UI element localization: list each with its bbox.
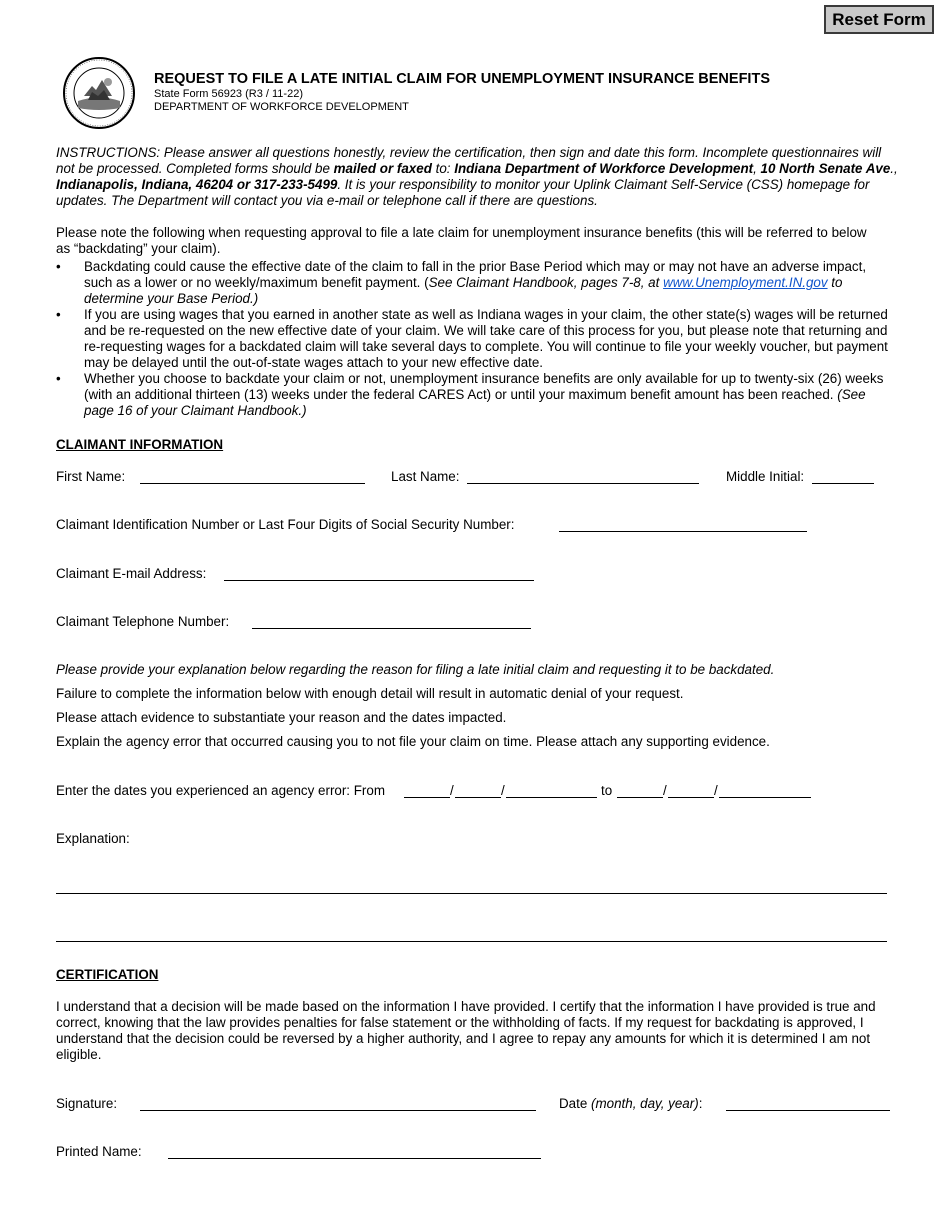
explanation-label: Explanation: <box>56 831 130 846</box>
claimant-information-heading: CLAIMANT INFORMATION <box>56 437 224 452</box>
to-month-field[interactable] <box>617 796 663 798</box>
note-intro: Please note the following when requesting approval to file a late claim for unemployment insurance benefits (this will be referred to below as “backdating” your claim). <box>56 225 867 256</box>
date-slash: / <box>663 783 667 798</box>
email-label: Claimant E-mail Address: <box>56 566 207 581</box>
bullet-out-of-state-wages: • If you are using wages that you earned in another state as well as Indiana wages in your claim, the other state(s) wages will be returned and be re-requested on the new effective date of your claim. We will take care of this process for you, but please note that returning and re-requesting wages for a backdated claim will take several days to complete. You will continue to file your weekly voucher, but payment may be delayed until the out-of-state wages attach to your new effective date. <box>56 307 896 371</box>
printed-name-label: Printed Name: <box>56 1144 142 1159</box>
last-name-field[interactable] <box>467 482 699 484</box>
attach-evidence-note: Please attach evidence to substantiate your reason and the dates impacted. <box>56 710 507 725</box>
date-slash: / <box>501 783 505 798</box>
signature-label: Signature: <box>56 1096 118 1111</box>
email-field[interactable] <box>224 579 534 581</box>
date-field[interactable] <box>726 1109 890 1111</box>
explanation-line-2[interactable] <box>56 940 887 942</box>
last-name-label: Last Name: <box>391 469 460 484</box>
to-label: to <box>601 783 613 798</box>
from-day-field[interactable] <box>455 796 501 798</box>
explanation-line-1[interactable] <box>56 892 887 894</box>
agency-error-instruction: Explain the agency error that occurred causing you to not file your claim on time. Please attach any supporting evidence. <box>56 734 770 749</box>
instructions-paragraph: INSTRUCTIONS: Please answer all questions honestly, review the certification, then sign and date this form. Incomplete questionnaires will not be processed. Completed forms should be mailed or faxed to: Indiana Department of Workforce Development, 10 North Senate Ave., Indianapolis, Indiana, 46204 or 317-233-5499. It is your responsibility to monitor your Uplink Claimant Self-Service (CSS) homepage for updates. The Department will contact you via e-mail or telephone call if there are questions. <box>56 145 898 208</box>
printed-name-field[interactable] <box>168 1157 541 1159</box>
claimant-id-field[interactable] <box>559 530 807 532</box>
signature-field[interactable] <box>140 1109 536 1111</box>
to-day-field[interactable] <box>668 796 714 798</box>
claimant-id-label: Claimant Identification Number or Last Four Digits of Social Security Number: <box>56 517 515 532</box>
indiana-state-seal-icon <box>62 56 136 130</box>
first-name-label: First Name: <box>56 469 126 484</box>
phone-field[interactable] <box>252 627 531 629</box>
bullet-base-period: • Backdating could cause the effective date of the claim to fall in the prior Base Period which may or may not have an adverse impact, such as a lower or no weekly/maximum benefit payment. (See Claimant Handbook, pages 7-8, at www.Unemployment.IN.gov to determine your Base Period.) <box>56 259 896 307</box>
from-year-field[interactable] <box>506 796 597 798</box>
unemployment-website-link[interactable]: www.Unemployment.IN.gov <box>663 275 828 290</box>
department-name: DEPARTMENT OF WORKFORCE DEVELOPMENT <box>154 101 409 113</box>
reset-form-button[interactable]: Reset Form <box>824 5 934 34</box>
middle-initial-field[interactable] <box>812 482 874 484</box>
to-year-field[interactable] <box>719 796 811 798</box>
form-number: State Form 56923 (R3 / 11-22) <box>154 88 303 100</box>
explanation-prompt: Please provide your explanation below regarding the reason for filing a late initial claim and requesting it to be backdated. <box>56 662 775 677</box>
certification-heading: CERTIFICATION <box>56 967 159 982</box>
certification-text: I understand that a decision will be made based on the information I have provided. I certify that the information I have provided is true and correct, knowing that the law provides penalties for false statement or the withholding of facts. If my request for backdating is approved, I understand that the decision could be reversed by a higher authority, and I agree to repay any amounts for which it is determined I am not eligible. <box>56 999 876 1062</box>
middle-initial-label: Middle Initial: <box>726 469 805 484</box>
date-label: Date (month, day, year): <box>559 1096 703 1111</box>
backdating-bullets <box>56 259 896 419</box>
from-month-field[interactable] <box>404 796 450 798</box>
form-title: REQUEST TO FILE A LATE INITIAL CLAIM FOR UNEMPLOYMENT INSURANCE BENEFITS <box>154 71 770 87</box>
date-slash: / <box>714 783 718 798</box>
bullet-benefit-duration: • Whether you choose to backdate your claim or not, unemployment insurance benefits are only available for up to twenty-six (26) weeks (with an additional thirteen (13) weeks under the federal CARES Act) or until your maximum benefit amount has been reached. (See page 16 of your Claimant Handbook.) <box>56 371 896 419</box>
first-name-field[interactable] <box>140 482 365 484</box>
date-slash: / <box>450 783 454 798</box>
dates-label: Enter the dates you experienced an agency error: From <box>56 783 385 798</box>
phone-label: Claimant Telephone Number: <box>56 614 230 629</box>
failure-warning: Failure to complete the information below with enough detail will result in automatic denial of your request. <box>56 686 684 701</box>
